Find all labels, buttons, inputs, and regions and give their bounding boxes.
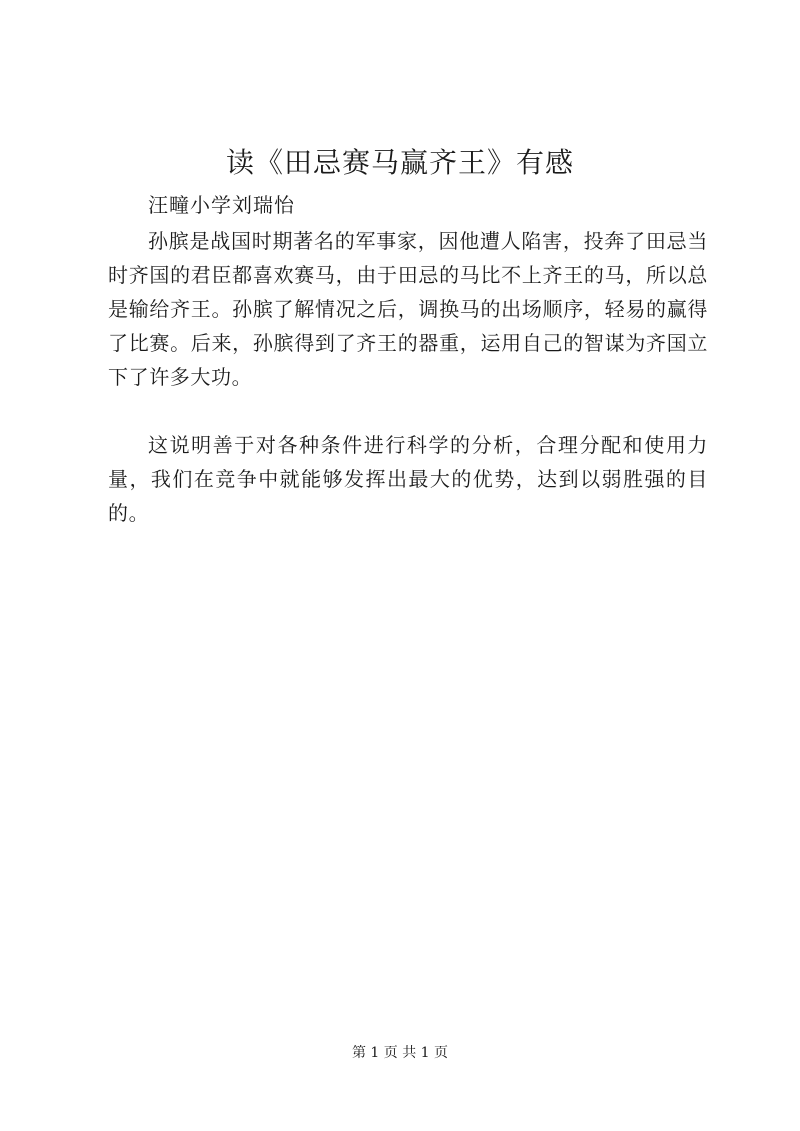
document-title: 读《田忌赛马赢齐王》有感 — [225, 146, 574, 179]
author-line: 汪疃小学刘瑞怡 — [148, 193, 295, 217]
paragraph-2: 这说明善于对各种条件进行科学的分析，合理分配和使用力量，我们在竞争中就能够发挥出最大的优势，达到以弱胜强的目的。 — [108, 433, 708, 525]
paragraph-1: 孙膑是战国时期著名的军事家，因他遭人陷害，投奔了田忌当时齐国的君臣都喜欢赛马，由于田忌的马比不上齐王的马，所以总是输给齐王。孙膑了解情况之后，调换马的出场顺序，轻易的赢得了比赛。后来，孙膑得到了齐王的器重，运用自己的智谋为齐国立下了许多大功。 — [108, 229, 708, 389]
page-footer: 第 1 页 共 1 页 — [351, 1045, 449, 1061]
